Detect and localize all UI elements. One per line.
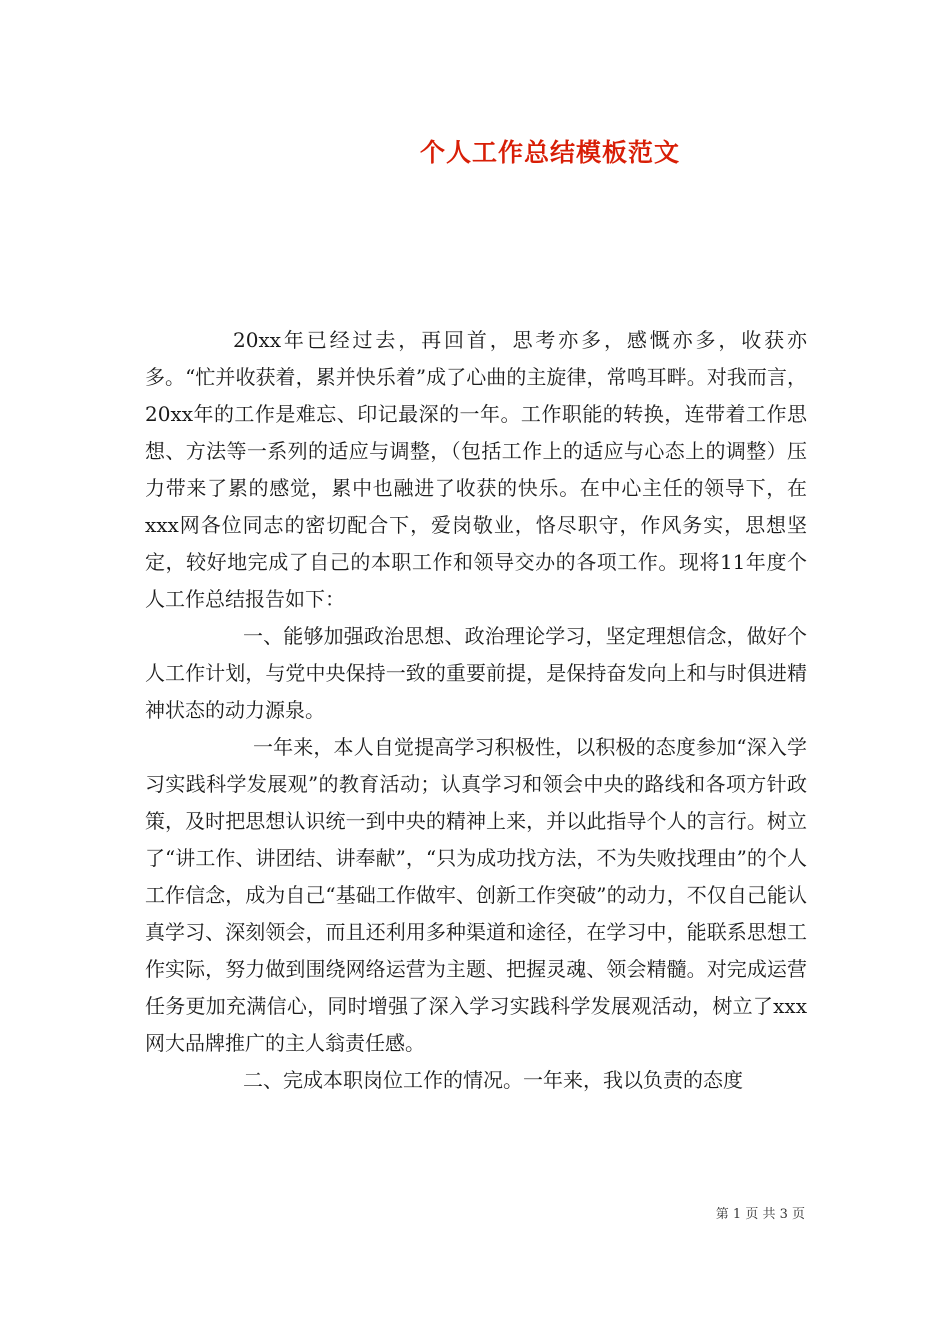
paragraph-section-one: 一、能够加强政治思想、政治理论学习，坚定理想信念，做好个人工作计划，与党中央保持一致的重要前提，是保持奋发向上和与时俱进精神状态的动力源泉。 [145, 624, 807, 722]
paragraph-section-two: 二、完成本职岗位工作的情况。一年来，我以负责的态度 [243, 1068, 743, 1092]
document-title: 个人工作总结模板范文 [419, 138, 680, 167]
document-body [145, 322, 807, 1099]
page-number: 第 1 页 共 3 页 [715, 1207, 805, 1222]
paragraph-intro: 20xx年已经过去，再回首，思考亦多，感慨亦多，收获亦多。“忙并收获着，累并快乐着”成了心曲的主旋律，常鸣耳畔。对我而言，20xx年的工作是难忘、印记最深的一年。工作职能的转换，连带着工作思想、方法等一系列的适应与调整，（包括工作上的适应与心态上的调整）压力带来了累的感觉，累中也融进了收获的快乐。在中心主任的领导下，在xxx网各位同志的密切配合下，爱岗敬业，恪尽职守，作风务实，思想坚定，较好地完成了自己的本职工作和领导交办的各项工作。现将11年度个人工作总结报告如下： [145, 328, 807, 611]
paragraph-study: 一年来，本人自觉提高学习积极性，以积极的态度参加“深入学习实践科学发展观”的教育活动；认真学习和领会中央的路线和各项方针政策，及时把思想认识统一到中央的精神上来，并以此指导个人的言行。树立了“讲工作、讲团结、讲奉献”，“只为成功找方法，不为失败找理由”的个人工作信念，成为自己“基础工作做牢、创新工作突破”的动力，不仅自己能认真学习、深刻领会，而且还利用多种渠道和途径，在学习中，能联系思想工作实际，努力做到围绕网络运营为主题、把握灵魂、领会精髓。对完成运营任务更加充满信心，同时增强了深入学习实践科学发展观活动，树立了xxx网大品牌推广的主人翁责任感。 [145, 735, 807, 1055]
